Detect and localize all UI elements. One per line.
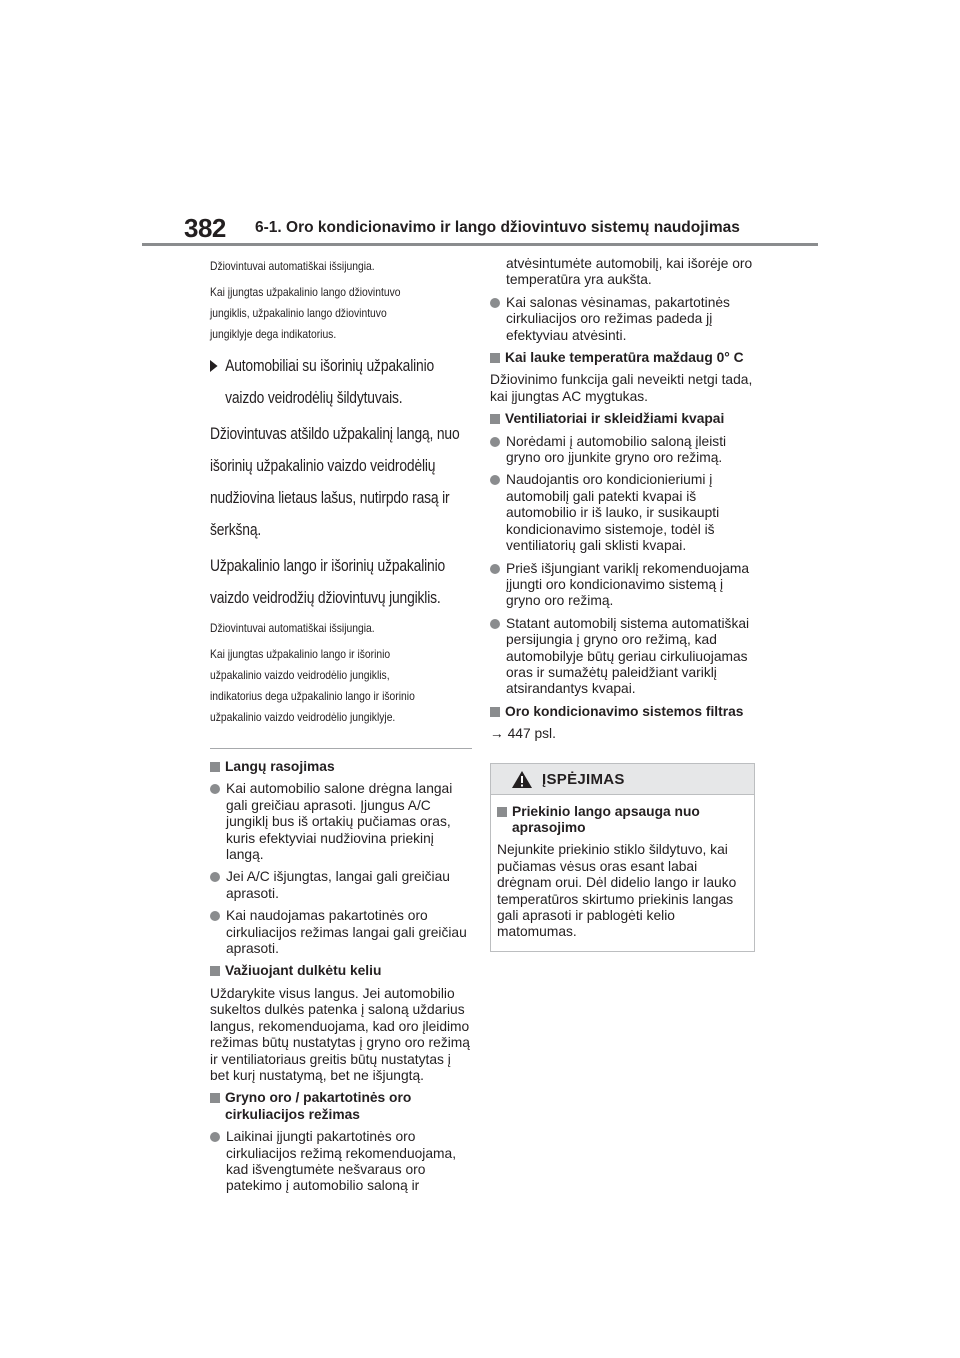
list-item-text: Naudojantis oro kondicionieriumi į automobilį gali patekti kvapai iš automobilio ir iš lauko, ir susikaupti kondicionavimo sistemoje, todėl iš ventiliatorių gali sklisti kvapai.	[506, 472, 720, 554]
defroster-switch-label	[210, 550, 472, 614]
warning-title: ĮSPĖJIMAS	[542, 770, 625, 788]
text-line: Džiovintuvas atšildo užpakalinį langą, nuo	[210, 425, 460, 443]
square-bullet-icon	[490, 414, 500, 424]
note-line: jungiklis, užpakalinio lango džiovintuvo	[210, 306, 387, 320]
section-divider	[210, 748, 472, 749]
list-item-text: Norėdami į automobilio saloną įleisti gryno oro įjunkite gryno oro režimą.	[506, 433, 727, 466]
square-bullet-icon	[497, 807, 507, 817]
note-line: Kai įjungtas užpakalinio lango džiovintuvo	[210, 285, 401, 299]
note-line: užpakalinio vaizdo veidrodėlio jungiklis,	[210, 668, 390, 682]
text-line: vaizdo veidrodžių džiovintuvų jungiklis.	[210, 589, 441, 607]
list-item-text: atvėsintumėte automobilį, kai išorėje oro temperatūra yra aukšta.	[506, 256, 753, 288]
round-bullet-icon	[490, 437, 500, 447]
section-title: Priekinio lango apsauga nuo aprasojimo	[512, 803, 700, 835]
round-bullet-icon	[490, 619, 500, 629]
round-bullet-icon	[490, 564, 500, 574]
section-title: Gryno oro / pakartotinės oro cirkuliacijos režimas	[225, 1090, 412, 1122]
list-item-text: Jei A/C išjungtas, langai gali greičiau aprasoti.	[226, 869, 450, 901]
dusty-road-text: Uždarykite visus langus. Jei automobilio sukeltos dulkės patenka į saloną uždarius langus, rekomenduojama, kad oro įleidimo režimas būtų nustatytas į gryno oro režimą ir ventiliatoriaus greitis būtų nustatytas į bet kurį nustatymą, bet ne išjungtą.	[210, 985, 470, 1083]
round-bullet-icon	[210, 872, 220, 882]
section-ventilation-odors	[490, 411, 755, 427]
section-dusty-road	[210, 963, 472, 979]
warning-triangle-icon	[511, 770, 533, 789]
list-item-text: Kai salonas vėsinamas, pakartotinės cirkuliacijos oro režimas padeda jį efektyviau atvėsinti.	[506, 294, 730, 343]
section-zero-degrees	[490, 350, 755, 366]
zero-degrees-text: Džiovinimo funkcija gali neveikti netgi tada, kai įjungtas AC mygtukas.	[490, 372, 753, 404]
note-defrosters-auto-off: Džiovintuvai automatiškai išsijungia.	[210, 259, 375, 273]
list-item	[210, 869, 472, 902]
list-item	[490, 616, 755, 698]
list-item-continued	[490, 256, 755, 289]
warning-body	[491, 795, 754, 951]
text-line: Užpakalinio lango ir išorinių užpakalinio	[210, 557, 446, 575]
square-bullet-icon	[490, 707, 500, 717]
list-item	[210, 908, 472, 957]
note-mirror-indicator	[210, 644, 471, 728]
list-item-text: Prieš išjungiant variklį rekomenduojama įjungti oro kondicionavimo sistemą į gryno oro režimą.	[506, 560, 750, 609]
section-title: Ventiliatoriai ir skleidžiami kvapai	[505, 411, 725, 427]
list-item	[490, 295, 755, 344]
header-rule	[142, 243, 818, 246]
note-line: užpakalinio vaizdo veidrodėlio jungiklyje.	[210, 710, 396, 724]
warning-header	[491, 764, 754, 795]
list-item	[490, 434, 755, 467]
section-title: Langų rasojimas	[225, 759, 335, 774]
text-line: išorinių užpakalinio vaizdo veidrodėlių	[210, 457, 436, 475]
heading-line: vaizdo veidrodėlių šildytuvais.	[225, 389, 403, 407]
right-column	[490, 256, 755, 952]
note-rear-indicator	[210, 282, 471, 345]
warning-box	[490, 763, 755, 952]
section-ac-filter	[490, 704, 755, 720]
list-item-text: Laikinai įjungti pakartotinės oro cirkuliacijos režimą rekomenduojama, kad išvengtumėte nešvaraus oro patekimo į automobilio saloną ir	[226, 1129, 457, 1194]
note-line: indikatorius dega užpakalinio lango ir išorinio	[210, 689, 415, 703]
defroster-description	[210, 418, 472, 546]
round-bullet-icon	[490, 298, 500, 308]
text-line: nudžiovina lietaus lašus, nutirpdo rasą ir	[210, 489, 450, 507]
round-bullet-icon	[490, 475, 500, 485]
triangle-marker-icon	[210, 360, 218, 372]
section-title: Oro kondicionavimo sistemos filtras	[505, 703, 744, 719]
square-bullet-icon	[490, 353, 500, 363]
round-bullet-icon	[210, 911, 220, 921]
heading-line: Automobiliai su išorinių užpakalinio	[225, 357, 435, 375]
warning-text: Nejunkite priekinio stiklo šildytuvo, kai pučiamas vėsus oras esant labai drėgnam orui. Dėl didelio lango ir lauko temperatūros skirtumo priekinis langas gali aprasoti ir pablogėti kelio matomumas.	[497, 842, 737, 940]
square-bullet-icon	[210, 762, 220, 772]
chapter-title: 6-1. Oro kondicionavimo ir lango džiovintuvo sistemų naudojimas	[255, 219, 740, 236]
warning-subtitle	[497, 804, 746, 837]
list-item	[490, 472, 755, 554]
list-item-text: Kai naudojamas pakartotinės oro cirkuliacijos režimas langai gali greičiau aprasoti.	[226, 908, 467, 957]
note-line: Kai įjungtas užpakalinio lango ir išorinio	[210, 647, 391, 661]
section-title: Kai lauke temperatūra maždaug 0° C	[505, 350, 744, 366]
section-window-fogging	[210, 759, 472, 775]
text-line: šerkšną.	[210, 521, 262, 539]
page-number: 382	[184, 213, 226, 243]
round-bullet-icon	[210, 1132, 220, 1142]
note-defrosters-auto-off-2: Džiovintuvai automatiškai išsijungia.	[210, 621, 375, 635]
page-reference: → 447 psl.	[490, 726, 556, 742]
square-bullet-icon	[210, 1093, 220, 1103]
list-item	[210, 781, 472, 863]
list-item	[490, 561, 755, 610]
note-line: jungiklyje dega indikatorius.	[210, 327, 337, 341]
section-title: Važiuojant dulkėtu keliu	[225, 963, 382, 979]
mirror-heater-heading	[210, 350, 487, 414]
section-air-modes	[210, 1090, 472, 1123]
left-column	[210, 256, 472, 1201]
square-bullet-icon	[210, 966, 220, 976]
list-item-text: Statant automobilį sistema automatiškai persijungia į gryno oro režimą, kad automobilyje būtų geriau cirkuliuojamas oras ir sumažėtų paleidžiant variklį atsirandantys kvapai.	[506, 615, 750, 697]
round-bullet-icon	[210, 784, 220, 794]
list-item	[210, 1129, 472, 1195]
list-item-text: Kai automobilio salone drėgna langai gali greičiau aprasoti. Įjungus A/C jungiklį bus iš ortakių pučiamas oras, kuris efektyviai nudžiovina priekinį langą.	[226, 781, 453, 863]
